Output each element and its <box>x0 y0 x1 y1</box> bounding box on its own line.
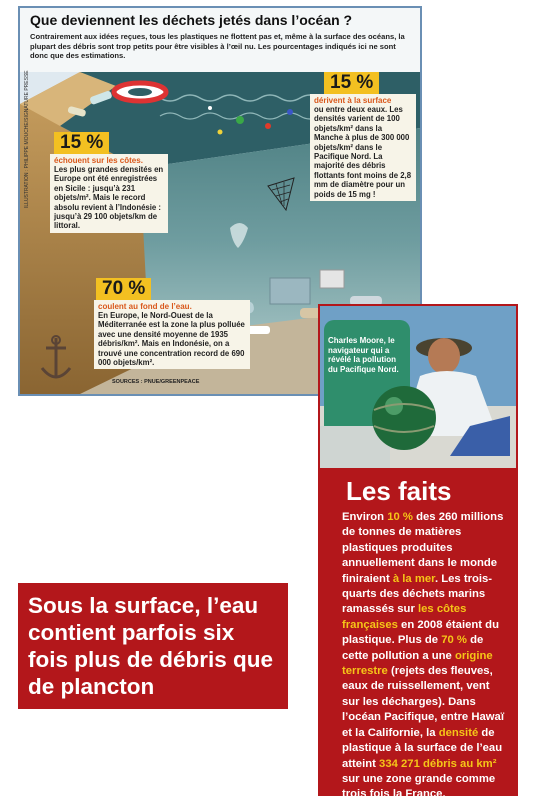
bottom-callout-lead: coulent au fond de l’eau. <box>98 302 192 311</box>
facts-text-part: (rejets des fleuves, eaux de ruissellement, vent sur les décharges). Dans l’océan Pacifique, entre Hawaï et la Californie, la <box>342 665 504 739</box>
facts-text-part: en 2008 étaient du plastique. Plus de <box>342 618 499 647</box>
facts-box <box>318 470 518 801</box>
facts-highlight: densité <box>438 726 479 739</box>
infographic-intro: Contrairement aux idées reçues, tous les plastiques ne flottent pas et, même à la surface des océans, la plupart des débris sont trop petits pour être visibles à l’œil nu. Les pourcentages indiqués ici ne sont donc que des estimations. <box>30 32 405 61</box>
bottom-callout-text: En Europe, le Nord-Ouest de la Méditerranée est la zone la plus polluée avec une densité moyenne de 1935 débris/km². Mais en Indonésie, on a trouvé une concentration record de 690 000 objets/km². <box>98 311 245 368</box>
bottom-percent-badge <box>96 278 151 301</box>
coasts-percent: 15 % <box>60 132 104 153</box>
surface-callout-text: ou entre deux eaux. Les densités varient de 100 objets/km² dans la Manche à plus de 300 000 objets/km² dans le Pacifique Nord. La majorité des débris flottants font moins de 2,8 mm de diamètre pour un poids de 15 mg ! <box>314 105 412 199</box>
bottom-callout <box>94 300 250 369</box>
charles-moore-photo <box>318 304 518 470</box>
facts-text-part: de plastique à la surface de l’eau atteint <box>342 726 503 770</box>
facts-highlight: les côtes françaises <box>342 603 467 631</box>
facts-text-part: de cette pollution a une <box>342 634 484 662</box>
facts-highlight: à la mer <box>392 572 435 585</box>
life-ring-debris <box>114 83 166 101</box>
facts-text-part: des 260 millions de tonnes de matières plastiques produites annuellement dans le monde finiraient <box>342 511 504 585</box>
coasts-callout-text: Les plus grandes densités en Europe ont été enregistrées en Sicile : jusqu’à 231 objets/m². Mais le record absolu revient à l’Indonésie : jusqu’à 29 100 objets/km de littoral. <box>54 165 164 231</box>
facts-title: Les faits <box>346 476 452 506</box>
pull-quote-box <box>18 583 288 709</box>
illustration-credit: ILLUSTRATION : PHILIPPE MOUCHE/SIGNATURE PRESSE <box>24 70 30 208</box>
facts-text-part: . Les trois-quarts des déchets marins ramassés sur <box>342 572 493 616</box>
surface-percent: 15 % <box>330 72 374 93</box>
infographic-title: Que deviennent les déchets jetés dans l’océan ? <box>30 12 353 28</box>
facts-text <box>342 510 510 803</box>
bottom-percent: 70 % <box>102 278 146 299</box>
photo-image <box>320 306 516 468</box>
photo-caption: Charles Moore, le navigateur qui a révélé la pollution du Pacifique Nord. <box>328 336 399 374</box>
infographic-sources: SOURCES : PNUE/GREENPEACE <box>112 379 200 385</box>
facts-text-part: sur une zone grande comme trois fois la France. <box>342 772 496 801</box>
pull-quote-text: Sous la surface, l’eau contient parfois six fois plus de débris que de plancton <box>28 593 274 699</box>
coasts-callout <box>50 154 168 233</box>
surface-callout-lead: dérivent à la surface <box>314 96 392 105</box>
facts-highlight: 334 271 débris au km² <box>379 757 497 770</box>
coasts-callout-lead: échouent sur les côtes. <box>54 156 143 165</box>
facts-highlight: 70 % <box>441 634 467 647</box>
coasts-percent-badge <box>54 132 109 155</box>
facts-text-part: Environ <box>342 511 388 523</box>
facts-highlight: 10 % <box>387 511 413 523</box>
surface-callout <box>310 94 416 201</box>
facts-highlight: origine terrestre <box>342 649 493 678</box>
surface-percent-badge <box>324 72 379 95</box>
